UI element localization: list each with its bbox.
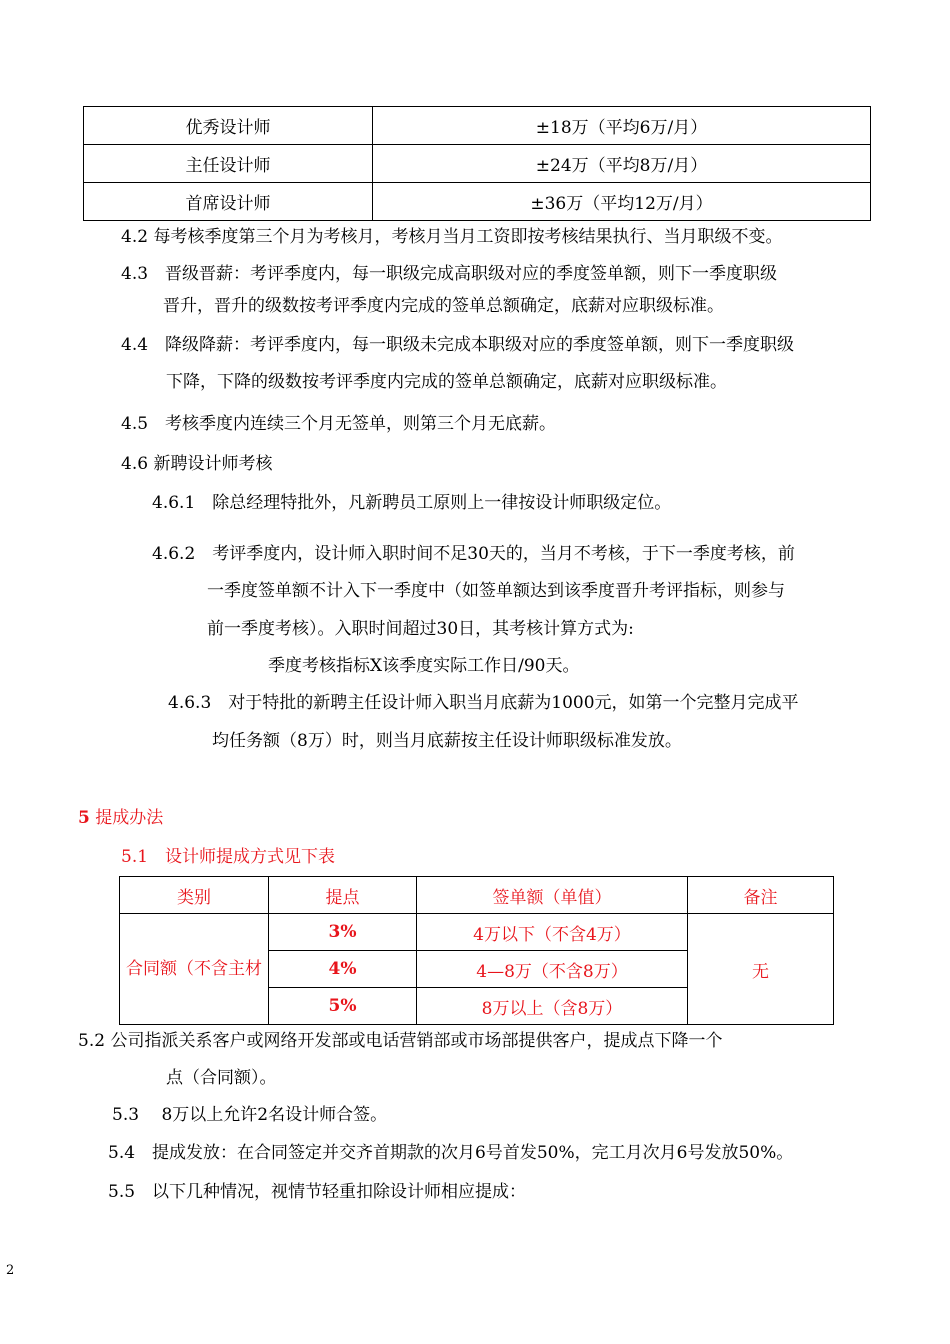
paragraph-4-6-3-line2: 均任务额（8万）时，则当月底薪按主任设计师职级标准发放。 — [212, 731, 682, 751]
designer-level-table — [83, 106, 871, 221]
rate-cell: 3% — [269, 914, 417, 951]
paragraph-4-6: 4.6 新聘设计师考核 — [121, 454, 273, 474]
formula-text: 季度考核指标X该季度实际工作日/90天。 — [268, 656, 580, 676]
table-row — [84, 183, 871, 221]
paragraph-4-5: 4.5 考核季度内连续三个月无签单，则第三个月无底薪。 — [121, 414, 557, 434]
paragraph-4-4-line1: 4.4 降级降薪：考评季度内，每一职级未完成本职级对应的季度签单额，则下一季度职级 — [121, 335, 795, 355]
table-row — [120, 914, 834, 951]
paragraph-5-2-line2: 点（合同额）。 — [166, 1068, 277, 1088]
paragraph-5-4: 5.4 提成发放：在合同签定并交齐首期款的次月6号首发50%，完工月次月6号发放50%。 — [108, 1143, 794, 1163]
page-number: 2 — [6, 1263, 15, 1278]
paragraph-5-3: 5.3 8万以上允许2名设计师合签。 — [112, 1105, 388, 1125]
amount-cell: ±24万（平均8万/月） — [373, 145, 871, 183]
header-cell: 备注 — [688, 877, 834, 914]
section-title: 提成办法 — [95, 808, 164, 828]
commission-table — [119, 876, 834, 1025]
amount-cell: ±36万（平均12万/月） — [373, 183, 871, 221]
header-cell: 类别 — [120, 877, 269, 914]
note-cell: 无 — [688, 914, 834, 1025]
rate-cell: 5% — [269, 988, 417, 1025]
paragraph-4-6-1: 4.6.1 除总经理特批外，凡新聘员工原则上一律按设计师职级定位。 — [152, 493, 672, 513]
category-cell: 合同额（不含主材 — [120, 914, 269, 1025]
rate-cell: 4% — [269, 951, 417, 988]
range-cell: 4—8万（不含8万） — [417, 951, 688, 988]
section-5-heading — [78, 807, 163, 829]
section-number: 5 — [78, 808, 90, 828]
paragraph-5-1: 5.1 设计师提成方式见下表 — [121, 847, 336, 867]
paragraph-4-4-line2: 下降，下降的级数按考评季度内完成的签单总额确定，底薪对应职级标准。 — [166, 372, 727, 392]
paragraph-4-3-line2: 晋升，晋升的级数按考评季度内完成的签单总额确定，底薪对应职级标准。 — [163, 296, 724, 316]
level-cell: 优秀设计师 — [84, 107, 373, 145]
paragraph-4-3-line1: 4.3 晋级晋薪：考评季度内，每一职级完成高职级对应的季度签单额，则下一季度职级 — [121, 264, 778, 284]
level-cell: 主任设计师 — [84, 145, 373, 183]
paragraph-4-2: 4.2 每考核季度第三个月为考核月，考核月当月工资即按考核结果执行、当月职级不变。 — [121, 227, 783, 247]
paragraph-4-6-2-line3: 前一季度考核）。入职时间超过30日，其考核计算方式为: — [207, 619, 634, 639]
paragraph-4-6-2-line2: 一季度签单额不计入下一季度中（如签单额达到该季度晋升考评指标，则参与 — [207, 581, 785, 601]
range-cell: 8万以上（含8万） — [417, 988, 688, 1025]
header-cell: 提点 — [269, 877, 417, 914]
table-row — [84, 145, 871, 183]
paragraph-5-2-line1: 5.2 公司指派关系客户或网络开发部或电话营销部或市场部提供客户，提成点下降一个 — [78, 1031, 723, 1051]
table-row — [84, 107, 871, 145]
amount-cell: ±18万（平均6万/月） — [373, 107, 871, 145]
table-header-row — [120, 877, 834, 914]
paragraph-5-5: 5.5 以下几种情况，视情节轻重扣除设计师相应提成： — [108, 1182, 527, 1202]
level-cell: 首席设计师 — [84, 183, 373, 221]
header-cell: 签单额（单值） — [417, 877, 688, 914]
paragraph-4-6-3-line1: 4.6.3 对于特批的新聘主任设计师入职当月底薪为1000元，如第一个完整月完成平 — [168, 693, 799, 713]
range-cell: 4万以下（不含4万） — [417, 914, 688, 951]
paragraph-4-6-2-line1: 4.6.2 考评季度内，设计师入职时间不足30天的，当月不考核，于下一季度考核，前 — [152, 544, 795, 564]
